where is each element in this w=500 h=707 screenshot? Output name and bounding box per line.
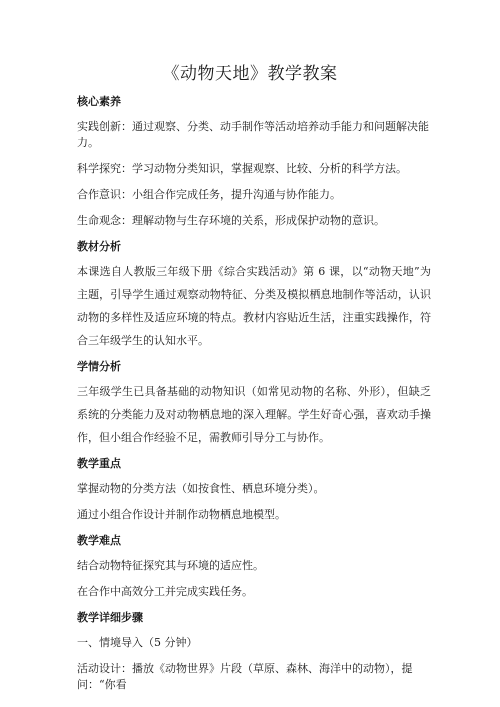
section-heading-teaching-steps: 教学详细步骤 <box>77 611 143 624</box>
section-heading-core-literacy: 核心素养 <box>77 95 121 108</box>
document-title: 《动物天地》教学教案 <box>162 64 338 84</box>
material-analysis-text: 本课选自人教版三年级下册《综合实践活动》第 6 课，以“动物天地”为主题，引导学生通过观察动物特征、分类及模拟栖息地制作等活动，认识动物的多样性及适应环境的特点。教材内容贴近生活，注重实践操作，符合三年级学生的认知水平。 <box>77 265 431 347</box>
section-heading-difficulties: 教学难点 <box>77 534 121 547</box>
section-heading-key-points: 教学重点 <box>77 457 121 470</box>
core-item-life: 生命观念：理解动物与生存环境的关系，形成保护动物的意识。 <box>77 214 385 227</box>
section-heading-material-analysis: 教材分析 <box>77 240 121 253</box>
core-item-cooperation: 合作意识：小组合作完成任务，提升沟通与协作能力。 <box>77 188 341 201</box>
student-analysis-text: 三年级学生已具备基础的动物知识（如常见动物的名称、外形），但缺乏系统的分类能力及对动物栖息地的深入理解。学生好奇心强，喜欢动手操作，但小组合作经验不足，需教师引导分工与协作。 <box>77 385 431 444</box>
key-point-item: 掌握动物的分类方法（如按食性、栖息环境分类）。 <box>77 482 325 495</box>
core-item-practice: 实践创新：通过观察、分类、动手制作等活动培养动手能力和问题解决能力。 <box>77 120 429 149</box>
difficulty-item: 结合动物特征探究其与环境的适应性。 <box>77 559 264 572</box>
key-point-item: 通过小组合作设计并制作动物栖息地模型。 <box>77 508 286 521</box>
step-1-title: 一、情境导入（5 分钟） <box>77 636 198 649</box>
document-body <box>77 94 431 703</box>
step-1-activity: 活动设计：播放《动物世界》片段（草原、森林、海洋中的动物），提问：“你看 <box>77 662 413 691</box>
difficulty-item: 在合作中高效分工并完成实践任务。 <box>77 585 253 598</box>
core-item-science: 科学探究：学习动物分类知识，掌握观察、比较、分析的科学方法。 <box>77 162 407 175</box>
section-heading-student-analysis: 学情分析 <box>77 360 121 373</box>
